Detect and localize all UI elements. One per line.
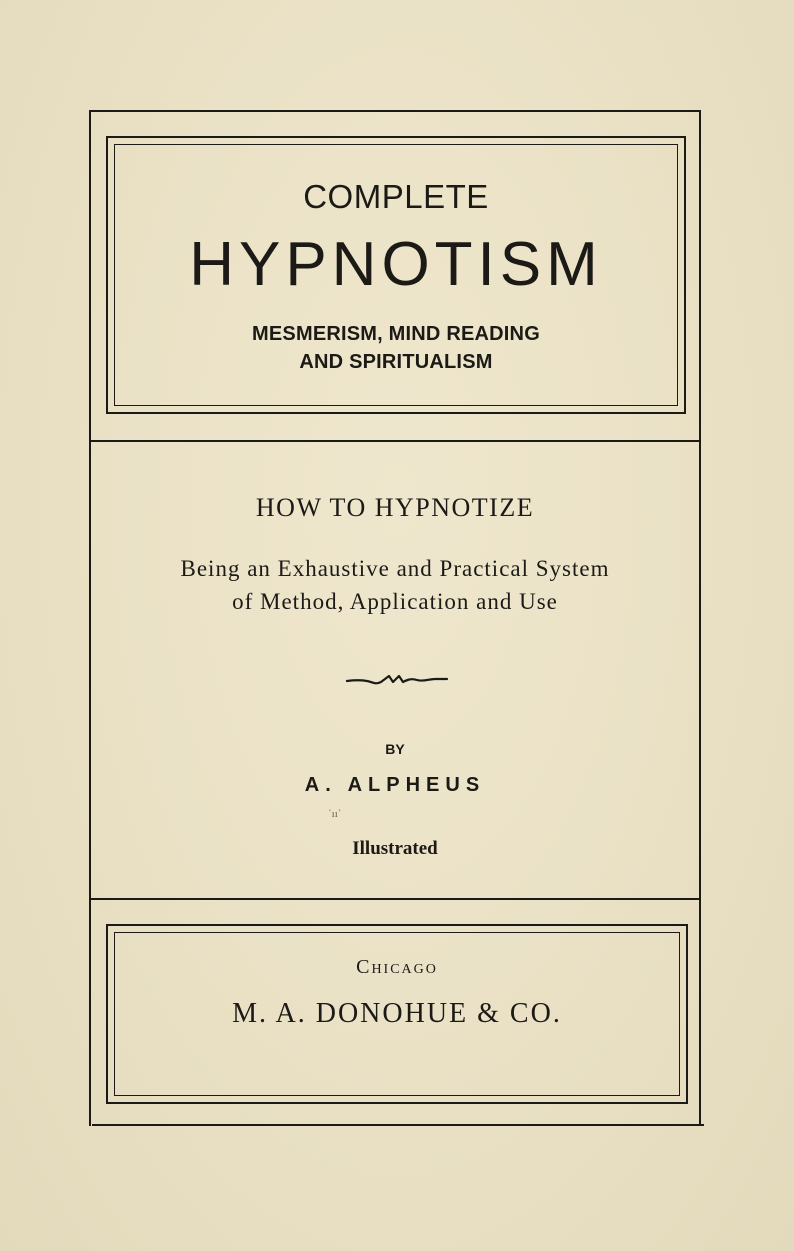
ink-mark-icon: ᾽ıı᾽	[328, 808, 342, 820]
flourish-ornament-icon	[345, 670, 449, 690]
publisher-name: M. A. DONOHUE & CO.	[232, 998, 562, 1029]
title-line-complete: COMPLETE	[303, 178, 489, 215]
section-divider-bottom	[89, 898, 701, 900]
subtitle-line-1: MESMERISM, MIND READING	[252, 323, 540, 345]
main-title: HYPNOTISM	[189, 230, 603, 299]
author-name: A. ALPHEUS	[304, 774, 486, 796]
description-line-2: of Method, Application and Use	[232, 589, 558, 614]
publisher-city: Chicago	[356, 956, 438, 978]
subtitle-line-2: AND SPIRITUALISM	[299, 351, 493, 373]
illustrated-label: Illustrated	[352, 838, 438, 859]
section-heading: HOW TO HYPNOTIZE	[255, 493, 535, 522]
description-line-1: Being an Exhaustive and Practical System	[180, 556, 610, 581]
bottom-rule	[92, 1124, 704, 1126]
by-label: BY	[385, 741, 405, 757]
section-divider-top	[89, 440, 701, 442]
